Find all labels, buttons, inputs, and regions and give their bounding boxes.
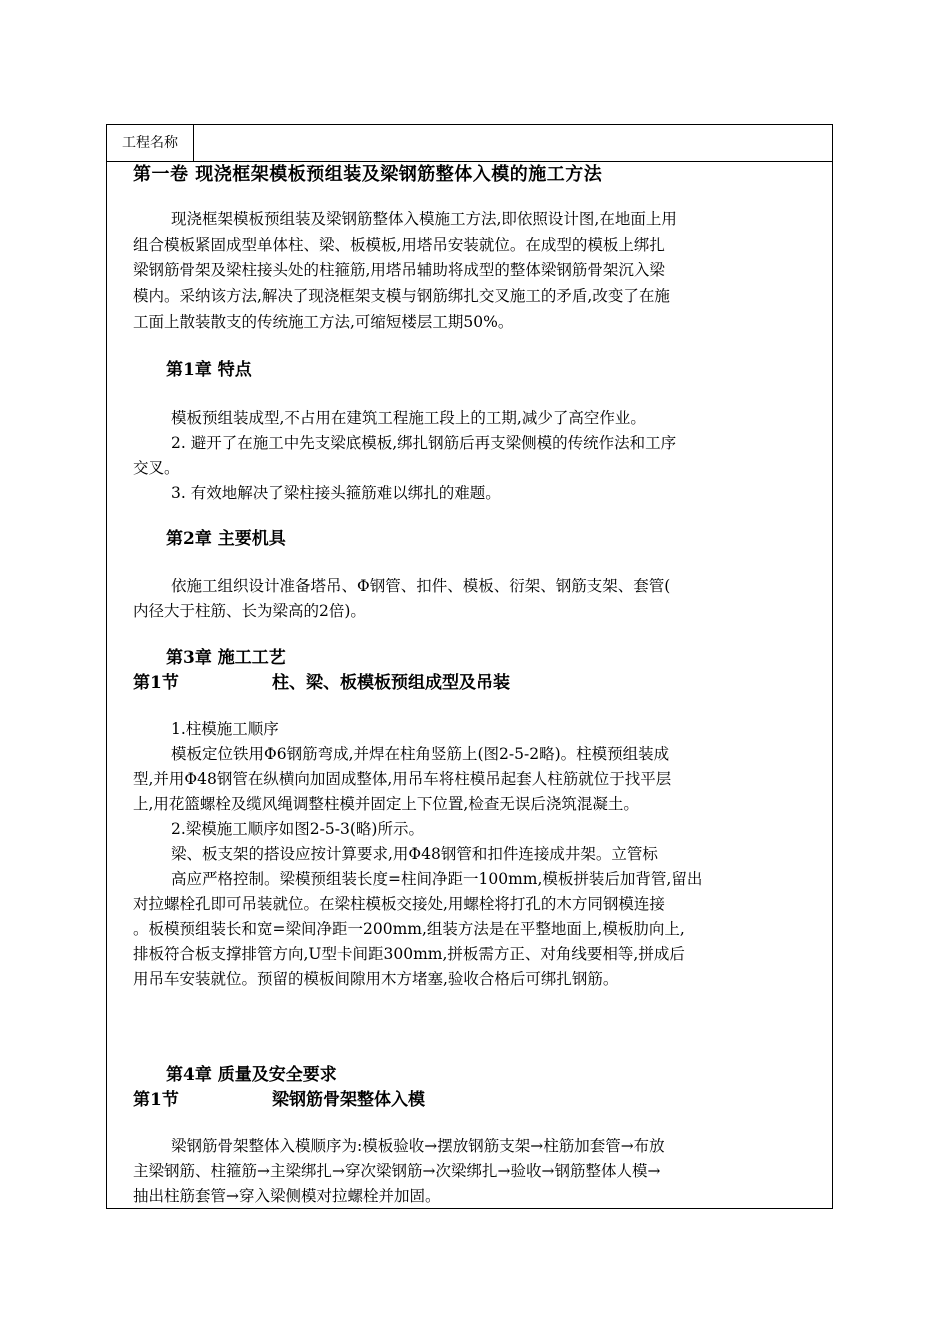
chapter-3-line: 排板符合板支撑排管方向,U型卡间距300mm,拼板需方正、对角线要相等,拼成后	[133, 945, 685, 963]
chapter-2-line: 内径大于柱筋、长为梁高的2倍)。	[133, 602, 366, 620]
chapter-4-section-label: 第1节	[133, 1090, 179, 1110]
intro-line: 工面上散装散支的传统施工方法,可缩短楼层工期50%。	[133, 313, 514, 331]
chapter-3-line: 高应严格控制。梁模预组装长度=柱间净距一100mm,模板拼装后加背管,留出	[171, 870, 703, 888]
chapter-1-line: 模板预组装成型,不占用在建筑工程施工段上的工期,减少了高空作业。	[171, 409, 646, 427]
chapter-3-line: 1.柱模施工顺序	[171, 720, 279, 738]
chapter-3-line: 梁、板支架的搭设应按计算要求,用Φ48钢管和扣件连接成井架。立管标	[171, 845, 658, 863]
chapter-4-line: 梁钢筋骨架整体入模顺序为:模板验收→摆放钢筋支架→柱筋加套管→布放	[171, 1137, 665, 1155]
chapter-4-title: 第4章 质量及安全要求	[166, 1065, 337, 1085]
chapter-1-line: 2. 避开了在施工中先支梁底模板,绑扎钢筋后再支梁侧模的传统作法和工序	[171, 434, 677, 452]
document-frame	[106, 124, 833, 1209]
chapter-1-title: 第1章 特点	[166, 360, 252, 380]
chapter-2-line: 依施工组织设计准备塔吊、Φ钢管、扣件、模板、衍架、钢筋支架、套管(	[171, 577, 671, 595]
intro-line: 梁钢筋骨架及梁柱接头处的柱箍筋,用塔吊辅助将成型的整体梁钢筋骨架沉入梁	[133, 261, 665, 279]
chapter-3-line: 用吊车安装就位。预留的模板间隙用木方堵塞,验收合格后可绑扎钢筋。	[133, 970, 619, 988]
intro-line: 组合模板紧固成型单体柱、梁、板模板,用塔吊安装就位。在成型的模板上绑扎	[133, 236, 665, 254]
project-name-row	[107, 125, 832, 162]
chapter-1-line: 3. 有效地解决了梁柱接头箍筋难以绑扎的难题。	[171, 484, 501, 502]
chapter-3-section-label: 第1节	[133, 673, 179, 693]
intro-line: 现浇框架模板预组装及梁钢筋整体入模施工方法,即依照设计图,在地面上用	[171, 210, 677, 228]
chapter-3-line: 2.梁模施工顺序如图2-5-3(略)所示。	[171, 820, 424, 838]
chapter-4-section-title: 梁钢筋骨架整体入模	[272, 1090, 425, 1110]
chapter-3-line: 。板模预组装长和宽=梁间净距一200mm,组装方法是在平整地面上,模板肋向上,	[133, 920, 685, 938]
chapter-3-line: 上,用花篮螺栓及缆风绳调整柱模并固定上下位置,检查无误后浇筑混凝土。	[133, 795, 639, 813]
chapter-4-line: 抽出柱筋套管→穿入梁侧模对拉螺栓并加固。	[133, 1187, 441, 1205]
chapter-3-section-title: 柱、梁、板模板预组成型及吊装	[272, 673, 510, 693]
project-name-label: 工程名称	[107, 125, 194, 161]
chapter-3-line: 对拉螺栓孔即可吊装就位。在梁柱模板交接处,用螺栓将打孔的木方同钢模连接	[133, 895, 665, 913]
chapter-3-title: 第3章 施工工艺	[166, 648, 286, 668]
intro-line: 模内。采纳该方法,解决了现浇框架支模与钢筋绑扎交叉施工的矛盾,改变了在施	[133, 287, 670, 305]
chapter-1-line: 交叉。	[133, 459, 180, 477]
chapter-3-line: 型,并用Φ48钢管在纵横向加固成整体,用吊车将柱模吊起套人柱筋就位于找平层	[133, 770, 672, 788]
chapter-3-line: 模板定位铁用Φ6钢筋弯成,并焊在柱角竖筋上(图2-5-2略)。柱模预组装成	[171, 745, 670, 763]
chapter-2-title: 第2章 主要机具	[166, 529, 286, 549]
volume-title: 第一卷 现浇框架模板预组装及梁钢筋整体入模的施工方法	[133, 164, 603, 185]
chapter-4-line: 主梁钢筋、柱箍筋→主梁绑扎→穿次梁钢筋→次梁绑扎→验收→钢筋整体人模→	[133, 1162, 661, 1180]
